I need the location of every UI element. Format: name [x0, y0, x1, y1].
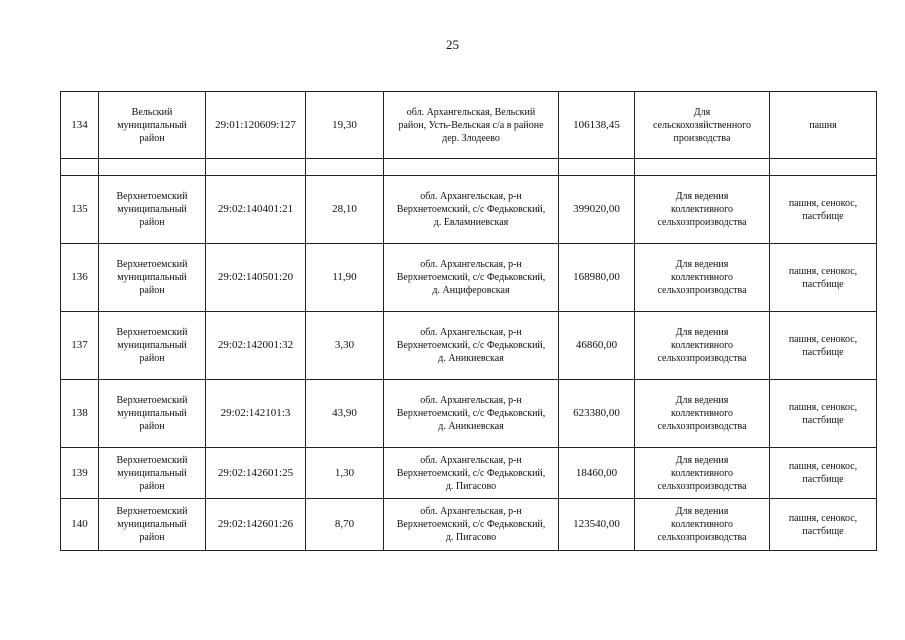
empty-cell	[384, 159, 559, 176]
empty-cell	[635, 159, 770, 176]
address-cell: обл. Архангельская, р-н Верхнетоемский, с/с Федьковский, д. Анциферовская	[384, 244, 559, 312]
address-cell: обл. Архангельская, р-н Верхнетоемский, с/с Федьковский, д. Пигасово	[384, 448, 559, 499]
district-cell: Верхнетоемский муниципальный район	[99, 448, 206, 499]
land-use-cell: пашня, сенокос, пастбище	[770, 244, 877, 312]
district-cell: Верхнетоемский муниципальный район	[99, 176, 206, 244]
land-plots-table	[60, 91, 877, 551]
empty-cell	[770, 159, 877, 176]
table-row	[61, 380, 877, 448]
land-use-cell: пашня, сенокос, пастбище	[770, 380, 877, 448]
purpose-cell: Для ведения коллективного сельхозпроизводства	[635, 499, 770, 551]
address-cell: обл. Архангельская, р-н Верхнетоемский, с/с Федьковский, д. Аникиевская	[384, 380, 559, 448]
area-cell: 3,30	[306, 312, 384, 380]
empty-cell	[559, 159, 635, 176]
district-cell: Верхнетоемский муниципальный район	[99, 244, 206, 312]
purpose-cell: Для ведения коллективного сельхозпроизводства	[635, 244, 770, 312]
cadastral-number-cell: 29:02:142601:25	[206, 448, 306, 499]
address-cell: обл. Архангельская, Вельский район, Усть-Вельская с/а в районе дер. Злодеево	[384, 92, 559, 159]
purpose-cell: Для сельскохозяйственного производства	[635, 92, 770, 159]
cadastral-number-cell: 29:01:120609:127	[206, 92, 306, 159]
cadastral-value-cell: 18460,00	[559, 448, 635, 499]
row-number: 137	[61, 312, 99, 380]
cadastral-value-cell: 623380,00	[559, 380, 635, 448]
table-row	[61, 499, 877, 551]
land-use-cell: пашня, сенокос, пастбище	[770, 448, 877, 499]
district-cell: Вельский муниципальный район	[99, 92, 206, 159]
row-number: 139	[61, 448, 99, 499]
row-number: 138	[61, 380, 99, 448]
row-number: 134	[61, 92, 99, 159]
cadastral-number-cell: 29:02:142101:3	[206, 380, 306, 448]
area-cell: 11,90	[306, 244, 384, 312]
land-use-cell: пашня, сенокос, пастбище	[770, 312, 877, 380]
page-number: 25	[446, 37, 459, 52]
empty-cell	[206, 159, 306, 176]
table-row	[61, 312, 877, 380]
area-cell: 43,90	[306, 380, 384, 448]
cadastral-value-cell: 46860,00	[559, 312, 635, 380]
purpose-cell: Для ведения коллективного сельхозпроизводства	[635, 448, 770, 499]
land-use-cell: пашня, сенокос, пастбище	[770, 176, 877, 244]
cadastral-value-cell: 123540,00	[559, 499, 635, 551]
cadastral-value-cell: 106138,45	[559, 92, 635, 159]
cadastral-number-cell: 29:02:140501:20	[206, 244, 306, 312]
address-cell: обл. Архангельская, р-н Верхнетоемский, с/с Федьковский, д. Пигасово	[384, 499, 559, 551]
empty-cell	[306, 159, 384, 176]
row-number: 140	[61, 499, 99, 551]
table-row	[61, 176, 877, 244]
land-use-cell: пашня, сенокос, пастбище	[770, 499, 877, 551]
cadastral-number-cell: 29:02:140401:21	[206, 176, 306, 244]
empty-cell	[61, 159, 99, 176]
table-row	[61, 244, 877, 312]
cadastral-value-cell: 399020,00	[559, 176, 635, 244]
address-cell: обл. Архангельская, р-н Верхнетоемский, с/с Федьковский, д. Аникиевская	[384, 312, 559, 380]
district-cell: Верхнетоемский муниципальный район	[99, 380, 206, 448]
cadastral-value-cell: 168980,00	[559, 244, 635, 312]
table-row-empty	[61, 159, 877, 176]
address-cell: обл. Архангельская, р-н Верхнетоемский, с/с Федьковский, д. Евламниевская	[384, 176, 559, 244]
empty-cell	[99, 159, 206, 176]
table-row	[61, 448, 877, 499]
district-cell: Верхнетоемский муниципальный район	[99, 312, 206, 380]
purpose-cell: Для ведения коллективного сельхозпроизводства	[635, 176, 770, 244]
area-cell: 8,70	[306, 499, 384, 551]
land-use-cell: пашня	[770, 92, 877, 159]
area-cell: 28,10	[306, 176, 384, 244]
purpose-cell: Для ведения коллективного сельхозпроизводства	[635, 312, 770, 380]
table-row	[61, 92, 877, 159]
district-cell: Верхнетоемский муниципальный район	[99, 499, 206, 551]
area-cell: 19,30	[306, 92, 384, 159]
purpose-cell: Для ведения коллективного сельхозпроизводства	[635, 380, 770, 448]
cadastral-number-cell: 29:02:142601:26	[206, 499, 306, 551]
cadastral-number-cell: 29:02:142001:32	[206, 312, 306, 380]
row-number: 135	[61, 176, 99, 244]
row-number: 136	[61, 244, 99, 312]
area-cell: 1,30	[306, 448, 384, 499]
